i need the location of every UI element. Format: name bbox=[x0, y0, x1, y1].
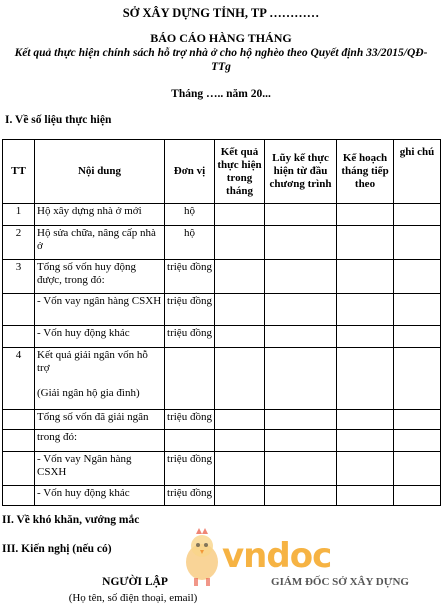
table-row: 3 Tổng số vốn huy động được, trong đó: triệu đồng bbox=[3, 260, 441, 294]
header-notes: ghi chú bbox=[394, 140, 441, 204]
header-unit: Đơn vị bbox=[165, 140, 215, 204]
table-row: - Vốn huy động khác triệu đồng bbox=[3, 486, 441, 506]
header-content: Nội dung bbox=[35, 140, 165, 204]
section-2-title: II. Về khó khăn, vướng mắc bbox=[2, 514, 140, 526]
signer-right-title: GIÁM ĐỐC SỞ XÂY DỰNG bbox=[271, 576, 409, 588]
header-cumulative: Lũy kế thực hiện từ đầu chương trình bbox=[265, 140, 337, 204]
table-row: 2 Hộ sửa chữa, nâng cấp nhà ở hộ bbox=[3, 226, 441, 260]
table-header-row bbox=[3, 140, 441, 204]
section-1-title: I. Về số liệu thực hiện bbox=[5, 114, 112, 126]
report-table bbox=[2, 139, 441, 506]
table-row: - Vốn huy động khác triệu đồng bbox=[3, 326, 441, 348]
header-tt: TT bbox=[3, 140, 35, 204]
report-subtitle: Kết quả thực hiện chính sách hỗ trợ nhà ở cho hộ nghèo theo Quyết định 33/2015/QĐ-TTg bbox=[14, 47, 428, 73]
header-next-plan: Kế hoạch tháng tiếp theo bbox=[337, 140, 394, 204]
signer-left-title: NGƯỜI LẬP bbox=[102, 576, 168, 588]
report-title: BÁO CÁO HÀNG THÁNG bbox=[150, 31, 292, 45]
table-row: 4 Kết quả giải ngân vốn hỗ trợ (Giải ngân hộ gia đình) bbox=[3, 348, 441, 410]
table-row: trong đó: bbox=[3, 430, 441, 452]
report-month: Tháng ….. năm 20... bbox=[171, 88, 271, 100]
signer-left-note: (Họ tên, số điện thoại, email) bbox=[68, 592, 198, 604]
agency-name: SỞ XÂY DỰNG TỈNH, TP ………… bbox=[122, 6, 320, 20]
table-row: - Vốn vay ngân hàng CSXH triệu đồng bbox=[3, 294, 441, 326]
table-row: 1 Hộ xây dựng nhà ở mới hộ bbox=[3, 204, 441, 226]
watermark-text: vndoc bbox=[222, 536, 332, 576]
header-month-result: Kết quả thực hiện trong tháng bbox=[215, 140, 265, 204]
table-row: Tổng số vốn đã giải ngân triệu đồng bbox=[3, 410, 441, 430]
table-row: - Vốn vay Ngân hàng CSXH triệu đồng bbox=[3, 452, 441, 486]
section-3-title: III. Kiến nghị (nếu có) bbox=[2, 543, 112, 555]
